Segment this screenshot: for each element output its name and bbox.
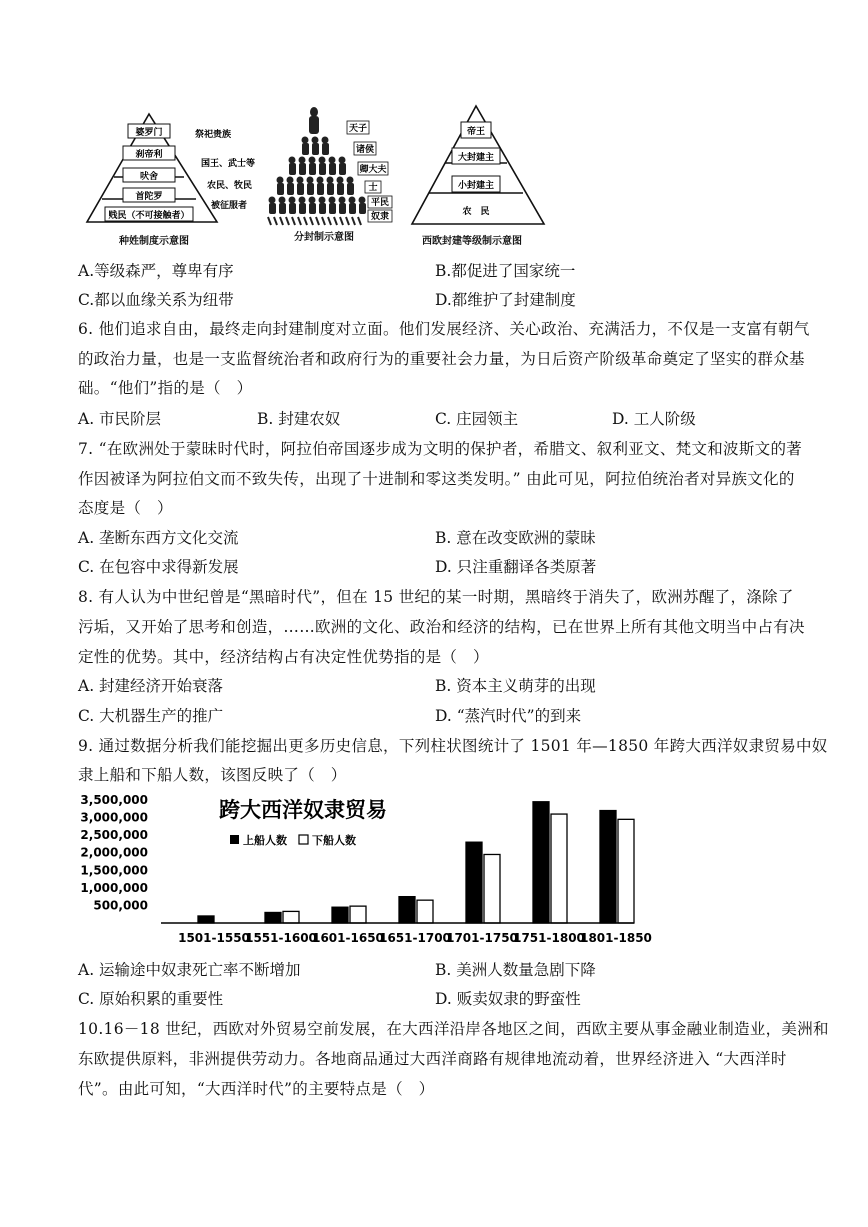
- chart-title: 跨大西洋奴隶贸易: [219, 798, 387, 822]
- q7-option-a[interactable]: A. 垄断东西方文化交流: [78, 529, 239, 547]
- q9-stem-line-2: 隶上船和下船人数，该图反映了（ ）: [78, 766, 347, 784]
- y-tick-label: 3,000,000: [80, 810, 148, 825]
- q10-stem-line-1: 10.16－18 世纪，西欧对外贸易空前发展，在大西洋沿岸各地区之间，西欧主要从事金融业制造业，美洲和: [78, 1020, 829, 1038]
- q8-option-a[interactable]: A. 封建经济开始衰落: [78, 677, 224, 695]
- feudal-level-4: 士: [368, 183, 378, 193]
- x-tick-label: 1751-1800: [513, 931, 585, 945]
- caste-note-3: 农民、牧民: [207, 181, 253, 191]
- y-tick-label: 1,000,000: [80, 880, 148, 895]
- q6-stem-line-2: 的政治力量，也是一支监督统治者和政府行为的重要社会力量，为日后资产阶级革命奠定了坚实的群众基: [78, 350, 805, 368]
- west-level-1: 帝王: [466, 127, 486, 137]
- x-tick-label: 1601-1650: [312, 931, 384, 945]
- west-europe-caption: 西欧封建等级制示意图: [422, 236, 522, 247]
- caste-note-1: 祭祀贵族: [195, 130, 232, 140]
- caste-note-4: 被征服者: [211, 201, 248, 211]
- q6-option-b[interactable]: B. 封建农奴: [257, 410, 341, 428]
- q6-option-c[interactable]: C. 庄园领主: [435, 410, 519, 428]
- bar-landed: [283, 911, 299, 923]
- bar-landed: [417, 900, 433, 923]
- bar-landed: [551, 814, 567, 923]
- caste-tier-3: 吠舍: [139, 172, 159, 182]
- x-tick-label: 1551-1600: [245, 931, 317, 945]
- q8-stem-line-1: 8. 有人认为中世纪曾是“黑暗时代”，但在 15 世纪的某一时期，黑暗终于消失了，欧洲苏醒了，涤除了: [78, 588, 794, 606]
- feudal-level-2: 诸侯: [355, 145, 375, 155]
- west-europe-pyramid: [408, 100, 558, 230]
- q6-stem-line-3: 础。“他们”指的是（ ）: [78, 379, 253, 397]
- q5-option-a[interactable]: A.等级森严，尊卑有序: [78, 262, 234, 280]
- bar-boarded: [466, 842, 482, 923]
- y-tick-label: 1,500,000: [80, 863, 148, 878]
- feudal-crowd-pyramid: [262, 104, 402, 244]
- q9-option-d[interactable]: D. 贩卖奴隶的野蛮性: [435, 990, 581, 1008]
- bar-boarded: [265, 912, 281, 923]
- q8-option-c[interactable]: C. 大机器生产的推广: [78, 707, 224, 725]
- q10-stem-line-2: 东欧提供原料，非洲提供劳动力。各地商品通过大西洋商路有规律地流动着，世界经济进入 “大西洋时: [78, 1050, 787, 1068]
- q10-stem-line-3: 代”。由此可知，“大西洋时代”的主要特点是（ ）: [78, 1080, 435, 1098]
- q6-option-a[interactable]: A. 市民阶层: [78, 410, 162, 428]
- bar-boarded: [332, 907, 348, 923]
- q8-stem-line-3: 定性的优势。其中，经济结构占有决定性优势指的是（ ）: [78, 648, 489, 666]
- q9-option-c[interactable]: C. 原始积累的重要性: [78, 990, 224, 1008]
- y-tick-label: 3,500,000: [80, 793, 148, 807]
- bar-boarded: [399, 897, 415, 923]
- slave-trade-chart: [78, 790, 652, 950]
- q8-option-d[interactable]: D. “蒸汽时代”的到来: [435, 707, 582, 725]
- q5-option-d[interactable]: D.都维护了封建制度: [435, 291, 576, 309]
- bar-boarded: [533, 802, 549, 923]
- x-tick-label: 1701-1750: [446, 931, 518, 945]
- chart-legend: [230, 833, 356, 847]
- q7-option-b[interactable]: B. 意在改变欧洲的蒙昧: [435, 529, 596, 547]
- feudal-china-diagram: [262, 104, 402, 244]
- legend-label-landed: 下船人数: [312, 834, 356, 847]
- q8-stem-line-2: 污垢，又开始了思考和创造，……欧洲的文化、政治和经济的结构，已在世界上所有其他文明当中占有决: [78, 618, 805, 636]
- q7-stem-line-1: 7. “在欧洲处于蒙昧时代时，阿拉伯帝国逐步成为文明的保护者，希腊文、叙利亚文、梵文和波斯文的著: [78, 440, 803, 458]
- caste-note-2: 国王、武士等: [201, 159, 256, 169]
- q9-stem-line-1: 9. 通过数据分析我们能挖掘出更多历史信息，下列柱状图统计了 1501 年—1850 年跨大西洋奴隶贸易中奴: [78, 737, 828, 755]
- bar-landed: [484, 854, 500, 923]
- q7-option-d[interactable]: D. 只注重翻译各类原著: [435, 558, 597, 576]
- west-level-4: 农 民: [462, 207, 490, 217]
- feudal-level-3: 卿大夫: [359, 165, 387, 175]
- chart-svg: [78, 790, 652, 950]
- bar-landed: [350, 906, 366, 923]
- legend-swatch-boarded: [230, 835, 239, 844]
- x-tick-label: 1651-1700: [379, 931, 451, 945]
- west-europe-diagram: [408, 100, 558, 250]
- x-tick-label: 1801-1850: [580, 931, 652, 945]
- caste-diagram: [83, 106, 288, 248]
- q5-option-b[interactable]: B.都促进了国家统一: [435, 262, 576, 280]
- q6-option-d[interactable]: D. 工人阶级: [612, 410, 696, 428]
- caste-tier-4: 首陀罗: [135, 192, 163, 202]
- west-level-3: 小封建主: [457, 181, 495, 191]
- y-tick-label: 2,000,000: [80, 845, 148, 860]
- bar-boarded: [600, 811, 616, 923]
- caste-tier-1: 婆罗门: [135, 128, 163, 138]
- bar-boarded: [198, 916, 214, 923]
- legend-swatch-landed: [299, 835, 308, 844]
- q7-stem-line-3: 态度是（ ）: [78, 499, 173, 517]
- bar-landed: [618, 819, 634, 923]
- x-tick-label: 1501-1550: [178, 931, 250, 945]
- q9-option-b[interactable]: B. 美洲人数量急剧下降: [435, 961, 596, 979]
- y-tick-label: 2,500,000: [80, 828, 148, 843]
- q8-option-b[interactable]: B. 资本主义萌芽的出现: [435, 677, 596, 695]
- q9-option-a[interactable]: A. 运输途中奴隶死亡率不断增加: [78, 961, 301, 979]
- q7-option-c[interactable]: C. 在包容中求得新发展: [78, 558, 239, 576]
- feudal-level-5: 平民: [370, 198, 390, 208]
- feudal-level-6: 奴隶: [370, 212, 390, 222]
- caste-tier-2: 刹帝利: [135, 150, 163, 160]
- caste-caption: 种姓制度示意图: [119, 236, 189, 247]
- feudal-china-caption: 分封制示意图: [294, 232, 354, 243]
- west-level-2: 大封建主: [457, 153, 495, 163]
- caste-pyramid: [83, 106, 288, 248]
- q5-option-c[interactable]: C.都以血缘关系为纽带: [78, 291, 234, 309]
- q6-stem-line-1: 6. 他们追求自由，最终走向封建制度对立面。他们发展经济、关心政治、充满活力，不仅是一支富有朝气: [78, 320, 810, 338]
- caste-tier-5: 贱民（不可接触者）: [108, 211, 190, 221]
- feudal-level-1: 天子: [348, 124, 368, 134]
- q7-stem-line-2: 作因被译为阿拉伯文而不致失传，出现了十进制和零这类发明。” 由此可见，阿拉伯统治者对异族文化的: [78, 470, 795, 488]
- legend-label-boarded: 上船人数: [243, 834, 287, 847]
- y-tick-label: 500,000: [93, 898, 148, 913]
